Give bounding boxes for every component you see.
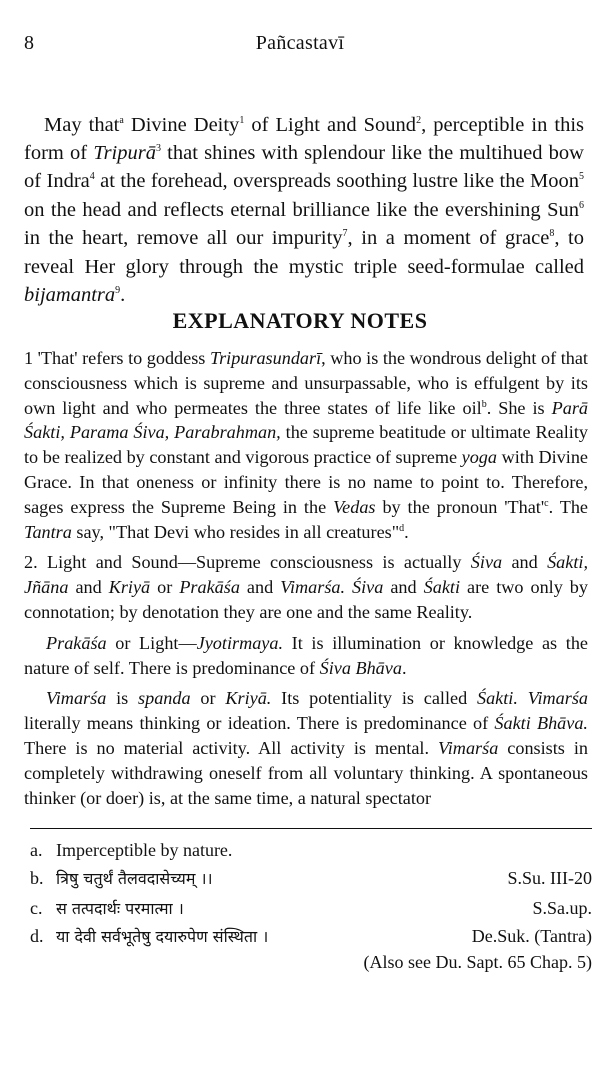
footnote-text: स तत्पदार्थः परमात्मा । bbox=[56, 899, 184, 918]
footnote-ref: a bbox=[119, 114, 124, 126]
running-title: Pañcastavī bbox=[255, 32, 345, 54]
term: Vimarśa bbox=[438, 737, 499, 758]
text: There is no material activity. All activity is mental. bbox=[24, 737, 438, 758]
term: yoga bbox=[461, 447, 497, 468]
footnote-d bbox=[30, 924, 592, 948]
term: Vedas bbox=[333, 496, 376, 517]
note-ref: 2 bbox=[416, 114, 422, 126]
term: Tantra bbox=[24, 521, 72, 542]
text: It is illumination or knowledge as the nature of self. There is predominance of bbox=[24, 632, 588, 678]
text: and bbox=[502, 552, 548, 573]
text: Its potentiality is called bbox=[271, 688, 477, 709]
note-vimarsa bbox=[24, 686, 588, 810]
note-ref: 7 bbox=[342, 228, 348, 240]
text: that shines with splendour like the multihued bow of Indra bbox=[24, 141, 584, 193]
text: the supreme beatitude or ultimate Reality to be realized by constant and vigorous practice of supreme bbox=[24, 422, 588, 468]
term: Śakti bbox=[423, 577, 460, 598]
note-2 bbox=[24, 550, 588, 624]
text: or bbox=[150, 577, 180, 598]
footnote-source: S.Sa.up. bbox=[532, 898, 592, 918]
page-header bbox=[24, 32, 576, 58]
footnote-d-extra: (Also see Du. Sapt. 65 Chap. 5) bbox=[363, 952, 592, 972]
term: spanda bbox=[138, 688, 191, 709]
text: . bbox=[120, 283, 126, 306]
footnote-label: d. bbox=[30, 926, 44, 946]
page-number: 8 bbox=[24, 32, 34, 54]
text: . bbox=[401, 657, 407, 678]
text: or Light— bbox=[106, 632, 197, 653]
note-ref: 1 bbox=[239, 114, 245, 126]
footnote-label: c. bbox=[30, 898, 43, 918]
text: with Divine Grace. In that oneness or infinity there is no name to point to. Therefore, sages express the Supreme Being in the bbox=[24, 447, 588, 517]
text: May that bbox=[44, 113, 120, 136]
term: Śakti, Jñāna bbox=[24, 552, 588, 598]
text: 2. Light and Sound—Supreme consciousness is actually bbox=[24, 552, 471, 573]
text: 1 'That' refers to goddess bbox=[24, 348, 210, 368]
term: Kriyā. bbox=[225, 688, 272, 709]
text: at the forehead, overspreads soothing lustre like the Moon bbox=[94, 170, 579, 193]
note-ref: 6 bbox=[579, 199, 584, 211]
footnote-ref: c bbox=[544, 497, 549, 509]
term: Kriyā bbox=[108, 577, 151, 598]
note-ref: 3 bbox=[155, 143, 161, 155]
text: consists in completely withdrawing oneself from all voluntary thinking. A spontaneous thinker (or doer) is, at the same time, a natural spectator bbox=[24, 737, 589, 808]
text: literally means thinking or ideation. There is predominance of bbox=[24, 713, 495, 734]
text: and bbox=[383, 577, 424, 598]
text: . The bbox=[548, 496, 588, 517]
footnote-b bbox=[30, 866, 592, 890]
footnote-divider bbox=[30, 828, 592, 829]
footnote-c bbox=[30, 896, 592, 920]
note-ref: 4 bbox=[89, 171, 95, 183]
section-heading: EXPLANATORY NOTES bbox=[172, 308, 428, 333]
text: by the pronoun 'That' bbox=[375, 496, 545, 517]
term: Tripurā bbox=[93, 141, 156, 164]
term: Parā Śakti, Parama Śiva, Parabrahman, bbox=[24, 397, 588, 443]
footnote-text: या देवी सर्वभूतेषु दयारुपेण संस्थिता । bbox=[56, 927, 269, 946]
term: Jyotirmaya. bbox=[196, 632, 284, 653]
footnote-text: त्रिषु चतुर्थं तैलवदासेच्यम् ।। bbox=[56, 869, 213, 888]
text: , perceptible in this form of bbox=[24, 113, 584, 164]
footnote-ref: b bbox=[481, 398, 487, 410]
term: Śakti. Vimarśa bbox=[476, 688, 588, 709]
text: , to reveal Her glory through the mystic triple seed-formulae called bbox=[24, 227, 584, 278]
text: are two only by connotation; by denotation they are one and the same Reality. bbox=[24, 577, 588, 622]
verse-translation bbox=[24, 111, 584, 310]
term: Śiva bbox=[470, 552, 503, 573]
text: in the heart, remove all our impurity bbox=[24, 227, 343, 250]
footnote-source: S.Su. III-20 bbox=[507, 868, 592, 888]
term: Prakāśa bbox=[46, 632, 107, 653]
note-1 bbox=[24, 346, 588, 544]
footnote-a bbox=[30, 838, 592, 862]
text: and bbox=[68, 577, 109, 598]
note-ref: 8 bbox=[549, 228, 555, 240]
footnote-ref: d bbox=[399, 522, 405, 534]
text: on the head and reflects eternal brilliance like the evershining Sun bbox=[24, 198, 579, 221]
text: is bbox=[106, 688, 139, 709]
text: or bbox=[190, 688, 226, 709]
term: bijamantra bbox=[24, 283, 116, 306]
footnote-source: De.Suk. (Tantra) bbox=[471, 926, 592, 946]
term: Śiva Bhāva bbox=[319, 657, 402, 678]
text: . She is bbox=[486, 397, 552, 418]
text: say, "That Devi who resides in all creatures" bbox=[71, 521, 400, 542]
term: Śakti Bhāva. bbox=[494, 713, 588, 734]
footnote-text: Imperceptible by nature. bbox=[56, 840, 233, 860]
footnote-label: b. bbox=[30, 868, 44, 888]
text: . bbox=[404, 521, 409, 542]
term: Prakāśa bbox=[179, 577, 240, 598]
text: and bbox=[239, 577, 281, 598]
text: of Light and Sound bbox=[244, 113, 417, 136]
text: , who is the wondrous delight of that consciousness which is supreme and unsurpassable, who is effulgent by its own light and who permeates the three states of life like oil bbox=[24, 348, 588, 418]
footnote-label: a. bbox=[30, 840, 43, 860]
term: Vimarśa bbox=[46, 688, 107, 709]
text: , in a moment of grace bbox=[347, 227, 550, 250]
note-ref: 9 bbox=[115, 285, 121, 297]
text: Divine Deity bbox=[123, 113, 240, 136]
explanatory-notes bbox=[24, 346, 588, 816]
term: Vimarśa. Śiva bbox=[280, 577, 384, 598]
note-ref: 5 bbox=[579, 171, 584, 183]
note-prakasa bbox=[24, 631, 588, 681]
term: Tripurasundarī bbox=[209, 348, 322, 368]
